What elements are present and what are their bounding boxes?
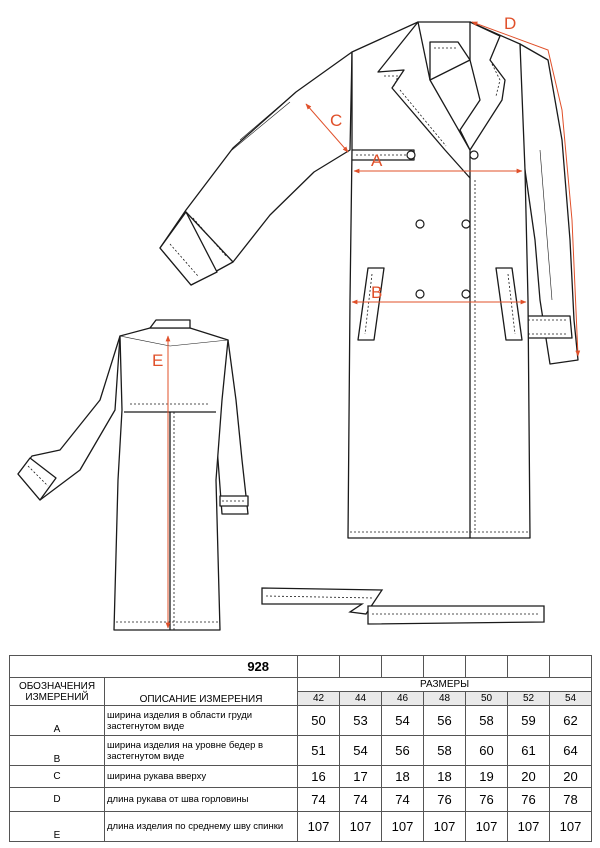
model-row: [10, 656, 592, 678]
measure-code: C: [10, 766, 105, 788]
label-c: C: [330, 111, 343, 130]
size-cell: 54: [550, 692, 592, 706]
measure-value: 74: [382, 788, 424, 812]
measure-value: 54: [382, 706, 424, 736]
measure-description: ширина изделия в области груди застегнутом виде: [105, 706, 298, 736]
measure-description: длина изделия по среднему шву спинки: [105, 812, 298, 842]
size-cell: 44: [340, 692, 382, 706]
size-table: [9, 655, 592, 842]
measure-value: 59: [508, 706, 550, 736]
measure-value: 76: [424, 788, 466, 812]
label-e: E: [152, 351, 164, 370]
measure-value: 76: [466, 788, 508, 812]
measure-value: 107: [340, 812, 382, 842]
measure-value: 56: [424, 706, 466, 736]
table-row: [10, 788, 592, 812]
measure-value: 64: [550, 736, 592, 766]
measure-value: 18: [424, 766, 466, 788]
measure-value: 53: [340, 706, 382, 736]
measure-code: E: [10, 812, 105, 842]
label-a: A: [371, 151, 383, 170]
measure-value: 107: [382, 812, 424, 842]
size-cell: 46: [382, 692, 424, 706]
measure-value: 18: [382, 766, 424, 788]
size-cell: 48: [424, 692, 466, 706]
measure-value: 58: [424, 736, 466, 766]
description-header: ОПИСАНИЕ ИЗМЕРЕНИЯ: [105, 678, 298, 706]
size-cell: 50: [466, 692, 508, 706]
measure-value: 107: [508, 812, 550, 842]
size-cell: 52: [508, 692, 550, 706]
measure-value: 78: [550, 788, 592, 812]
measure-value: 107: [298, 812, 340, 842]
measure-code: D: [10, 788, 105, 812]
measure-value: 60: [466, 736, 508, 766]
measure-value: 107: [424, 812, 466, 842]
table-row: [10, 812, 592, 842]
measure-value: 74: [298, 788, 340, 812]
sizes-header: РАЗМЕРЫ: [298, 678, 592, 692]
measure-value: 19: [466, 766, 508, 788]
model-number: 928: [10, 656, 298, 678]
coat-belt: [262, 588, 544, 624]
measure-code: A: [10, 706, 105, 736]
measure-value: 20: [550, 766, 592, 788]
header-row: [10, 678, 592, 692]
size-cell: 42: [298, 692, 340, 706]
measure-value: 62: [550, 706, 592, 736]
measure-description: длина рукава от шва горловины: [105, 788, 298, 812]
table-row: [10, 706, 592, 736]
label-b: B: [371, 283, 383, 302]
measure-value: 17: [340, 766, 382, 788]
measure-value: 107: [466, 812, 508, 842]
measure-value: 50: [298, 706, 340, 736]
measure-code: B: [10, 736, 105, 766]
measure-value: 20: [508, 766, 550, 788]
coat-back-view: [18, 320, 248, 630]
measure-value: 56: [382, 736, 424, 766]
measure-value: 107: [550, 812, 592, 842]
table-row: [10, 766, 592, 788]
measure-value: 61: [508, 736, 550, 766]
measure-value: 51: [298, 736, 340, 766]
measure-description: ширина рукава вверху: [105, 766, 298, 788]
measure-description: ширина изделия на уровне бедер в застегнутом виде: [105, 736, 298, 766]
measure-value: 16: [298, 766, 340, 788]
code-header: ОБОЗНАЧЕНИЯ ИЗМЕРЕНИЙ: [10, 678, 105, 706]
table-row: [10, 736, 592, 766]
measure-value: 54: [340, 736, 382, 766]
label-d: D: [504, 14, 517, 33]
measure-value: 76: [508, 788, 550, 812]
measure-value: 58: [466, 706, 508, 736]
measure-value: 74: [340, 788, 382, 812]
